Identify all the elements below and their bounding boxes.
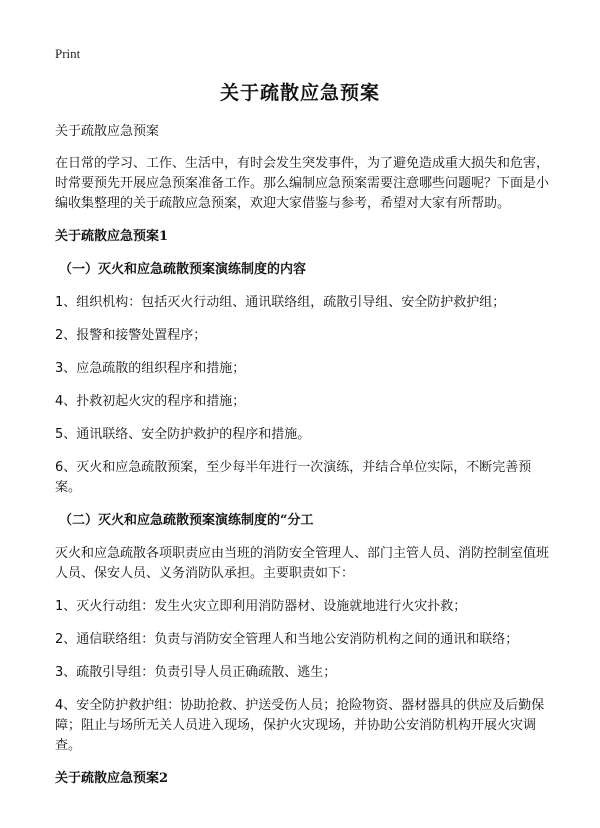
document-subtitle: 关于疏散应急预案: [55, 124, 160, 139]
intro-paragraph: 在日常的学习、工作、生活中，有时会发生突发事件，为了避免造成重大损失和危害，时常要预先开展应急预案准备工作。那么编制应急预案需要注意哪些问题呢？下面是小编收集整理的关于疏散应急预案，欢迎大家借鉴与参考，希望对大家有所帮助。: [55, 156, 550, 211]
list-item: 1、组织机构：包括灭火行动组、通讯联络组，疏散引导组、安全防护救护组；: [55, 295, 506, 310]
list-item: 3、疏散引导组：负责引导人员正确疏散、逃生；: [55, 665, 337, 680]
list-item: 4、扑救初起火灾的程序和措施；: [55, 394, 246, 409]
part-heading-2: （二）灭火和应急疏散预案演练制度的“分工: [59, 513, 314, 528]
list-item: 2、报警和接警处置程序；: [55, 328, 207, 343]
list-item: 5、通讯联络、安全防护救护的程序和措施。: [55, 427, 311, 442]
list-item: 4、安全防护救护组：协助抢救、护送受伤人员；抢险物资、器材器具的供应及后勤保障；阻止与场所无关人员进入现场，保护火灾现场，并协助公安消防机构开展火灾调查。: [55, 698, 545, 753]
section-heading-1: 关于疏散应急预案1: [55, 229, 169, 244]
page-title: 关于疏散应急预案: [219, 82, 380, 104]
list-item: 6、灭火和应急疏散预案，至少每半年进行一次演练，并结合单位实际，不断完善预案。: [55, 460, 532, 495]
part2-intro-paragraph: 灭火和应急疏散各项职责应由当班的消防安全管理人、部门主管人员、消防控制室值班人员、保安人员、义务消防队承担。主要职责如下：: [55, 546, 550, 581]
part-heading-1: （一）灭火和应急疏散预案演练制度的内容: [59, 262, 307, 277]
section-heading-2: 关于疏散应急预案2: [55, 771, 169, 786]
list-item: 2、通信联络组：负责与消防安全管理人和当地公安消防机构之间的通讯和联络；: [55, 632, 519, 647]
list-item: 3、应急疏散的组织程序和措施；: [55, 361, 246, 376]
list-item: 1、灭火行动组：发生火灾立即利用消防器材、设施就地进行火灾扑救；: [55, 599, 467, 614]
document-body: [55, 122, 550, 802]
print-link[interactable]: Print: [55, 46, 81, 61]
